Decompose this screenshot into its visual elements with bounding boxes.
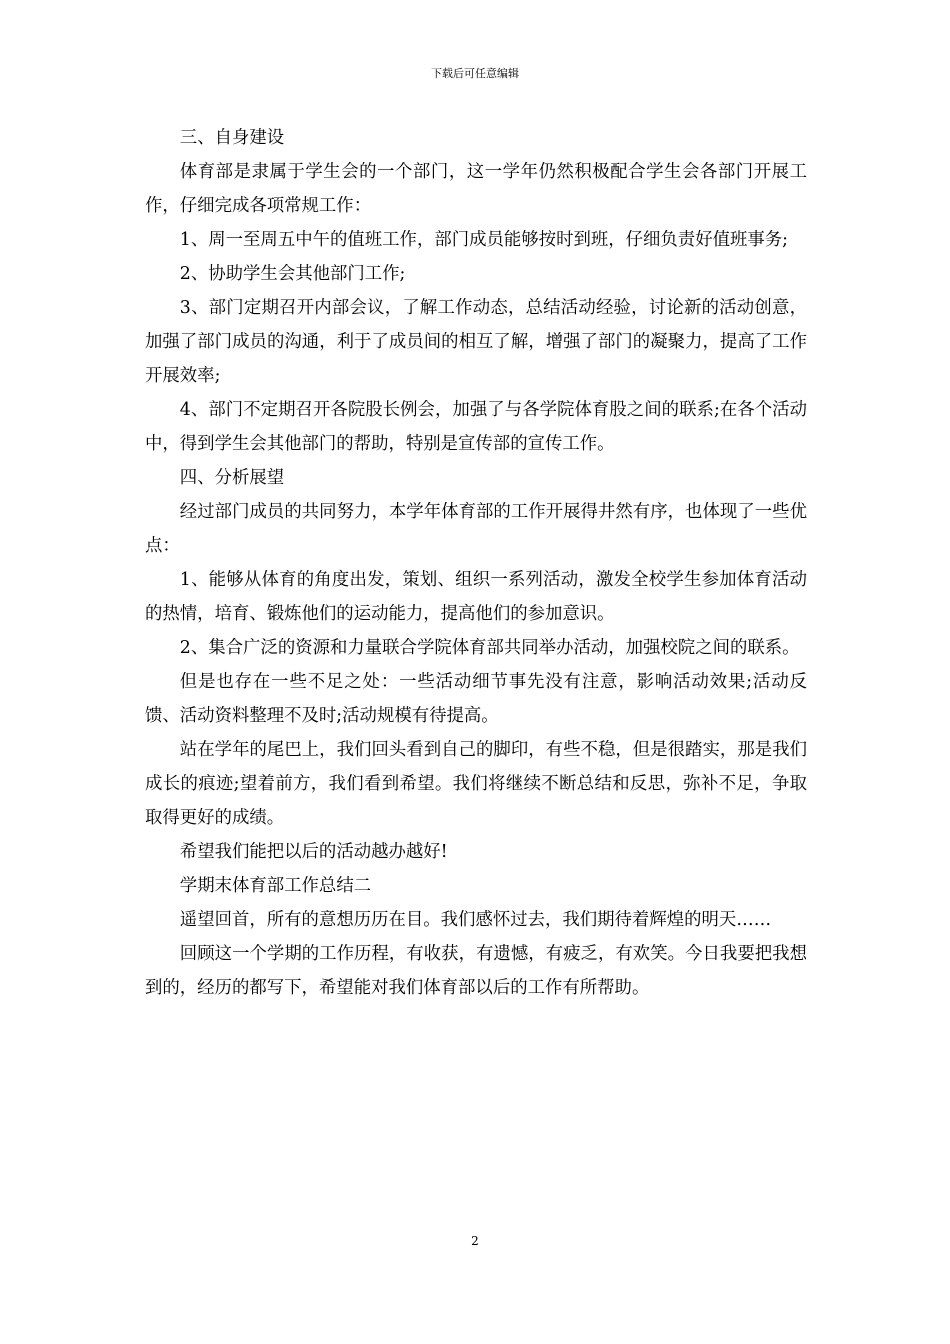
page-header: 下载后可任意编辑 (431, 67, 519, 80)
section-title-part-two: 学期末体育部工作总结二 (179, 876, 372, 896)
paragraph: 经过部门成员的共同努力，本学年体育部的工作开展得井然有序，也体现了一些优点： (145, 502, 807, 556)
list-item: 3、部门定期召开内部会议，了解工作动态，总结活动经验，讨论新的活动创意，加强了部门成员的沟通，利于了成员间的相互了解，增强了部门的凝聚力，提高了工作开展效率; (145, 298, 807, 386)
paragraph: 回顾这一个学期的工作历程，有收获，有遗憾，有疲乏，有欢笑。今日我要把我想到的，经历的都写下，希望能对我们体育部以后的工作有所帮助。 (145, 944, 807, 998)
paragraph: 站在学年的尾巴上，我们回头看到自己的脚印，有些不稳，但是很踏实，那是我们成长的痕迹;望着前方，我们看到希望。我们将继续不断总结和反思，弥补不足，争取取得更好的成绩。 (145, 740, 807, 828)
document-body (145, 121, 807, 1005)
section-heading-self-building: 三、自身建设 (179, 128, 285, 148)
paragraph: 但是也存在一些不足之处：一些活动细节事先没有注意，影响活动效果;活动反馈、活动资料整理不及时;活动规模有待提高。 (145, 672, 807, 726)
list-item: 2、集合广泛的资源和力量联合学院体育部共同举办活动，加强校院之间的联系。 (179, 638, 800, 658)
page-number: 2 (471, 1234, 479, 1248)
paragraph: 希望我们能把以后的活动越办越好! (179, 842, 448, 862)
paragraph: 体育部是隶属于学生会的一个部门，这一学年仍然积极配合学生会各部门开展工作，仔细完成各项常规工作： (145, 162, 807, 216)
list-item: 2、协助学生会其他部门工作; (179, 264, 406, 284)
list-item: 1、周一至周五中午的值班工作，部门成员能够按时到班，仔细负责好值班事务; (179, 230, 789, 250)
section-heading-analysis: 四、分析展望 (179, 468, 285, 488)
list-item: 1、能够从体育的角度出发，策划、组织一系列活动，激发全校学生参加体育活动的热情，培育、锻炼他们的运动能力，提高他们的参加意识。 (145, 570, 807, 624)
list-item: 4、部门不定期召开各院股长例会，加强了与各学院体育股之间的联系;在各个活动中，得到学生会其他部门的帮助，特别是宣传部的宣传工作。 (145, 400, 807, 454)
paragraph: 遥望回首，所有的意想历历在目。我们感怀过去，我们期待着辉煌的明天…… (179, 910, 772, 930)
